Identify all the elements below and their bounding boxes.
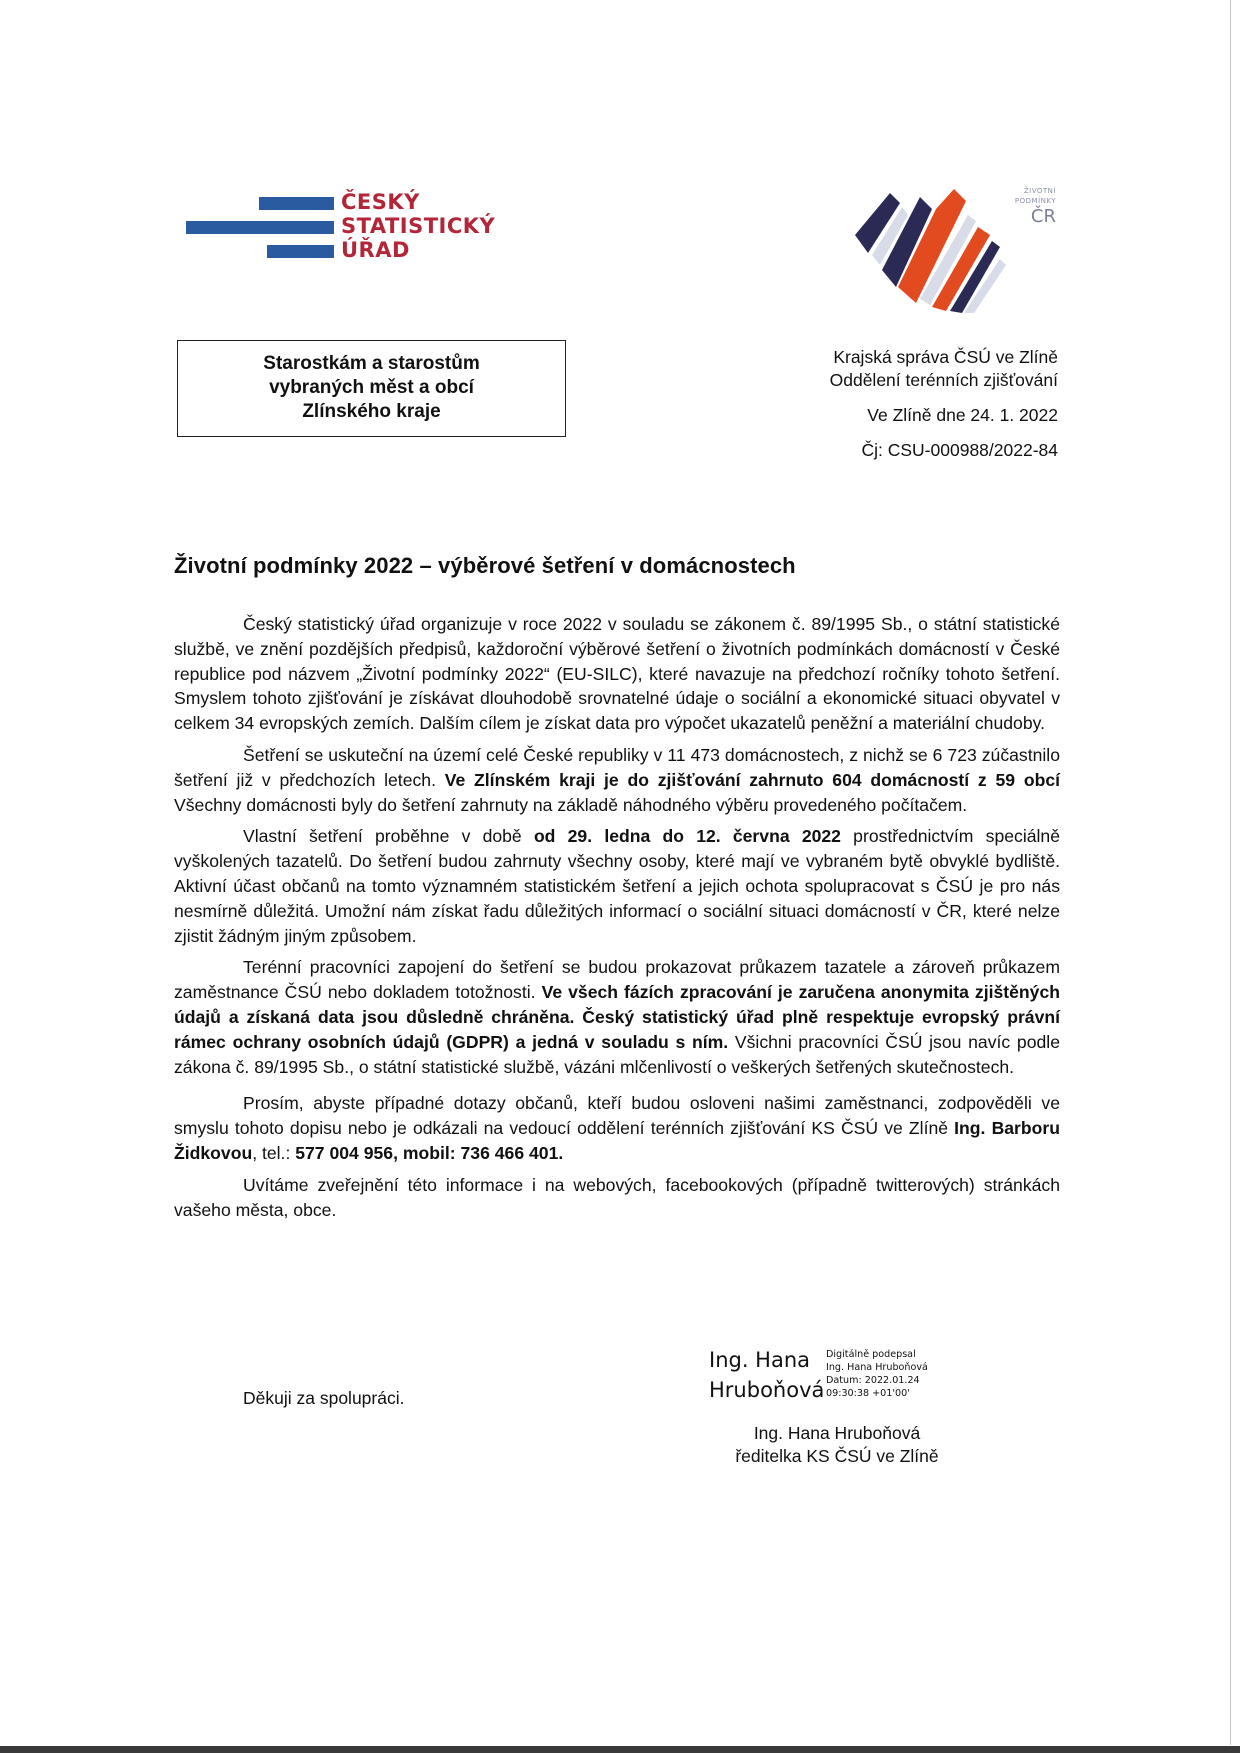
signature-meta-line: Ing. Hana Hruboňová [826,1362,928,1373]
paragraph [174,824,1060,948]
closing-text: Děkuji za spolupráci. [243,1388,405,1408]
signature-meta-line: Datum: 2022.01.24 [826,1375,920,1386]
sender-department: Oddělení terénních zjišťování [829,370,1058,390]
logo-bar [186,221,334,234]
letter-date: Ve Zlíně dne 24. 1. 2022 [867,405,1058,425]
paragraph-text: , tel.: [252,1142,296,1163]
recipient-line: vybraných měst a obcí [269,377,474,398]
digital-signature [709,1345,969,1405]
recipient-line: Starostkám a starostům [263,353,480,374]
paragraph-text: Terénní pracovníci zapojení do šetření se budou prokazovat průkazem tazatele a zároveň průkazem zaměstnance ČSÚ nebo dokladem totožnosti. [174,957,1060,1003]
paragraph-text: Prosím, abyste případné dotazy občanů, kteří budou osloveni našimi zaměstnanci, zodpověděli ve smyslu tohoto dopisu nebo je odkázali na vedoucí oddělení terénních zjišťování KS ČSÚ ve Zlíně [174,1093,1060,1139]
signature-name [709,1345,824,1405]
paragraph [174,1173,1060,1223]
paragraph-text: prostřednictvím speciálně vyškolených tazatelů. Do šetření budou zahrnuty všechny osoby, které mají ve vybraném bytě obvyklé bydliště. Aktivní účast občanů na tomto významném statistickém šetření a jejich ochota spolupracovat s ČSÚ je pro nás nesmírně důležitá. Umožní nám získat řadu důležitých informací o sociální situaci domácností v ČR, které nelze zjistit žádným jiným způsobem. [174,826,1060,946]
logo-word: ČESKÝ [341,190,420,214]
paragraph-text: Český statistický úřad organizuje v roce 2022 v souladu se zákonem č. 89/1995 Sb., o státní statistické službě, ve znění pozdějších předpisů, každoroční výběrové šetření o životních podmínkách domácností v České republice pod názvem „Životní podmínky 2022“ (EU-SILC), které navazuje na předchozí ročníky tohoto šetření. Smyslem tohoto zjišťování je získávat dlouhodobě srovnatelné údaje o sociální a ekonomické situaci obyvatel v celkem 34 evropských zemích. Dalším cílem je získat data pro výpočet ukazatelů peněžní a materiální chudoby. [174,614,1060,734]
csu-logo [186,190,496,268]
paragraph-text: Všichni pracovníci ČSÚ jsou navíc podle zákona č. 89/1995 Sb., o státní statistické službě, vázáni mlčenlivostí o veškerých šetřených skutečnostech. [174,1031,1060,1077]
paragraph [174,1091,1060,1165]
logo-bar [259,197,334,210]
paragraph [174,955,1060,1079]
striped-bars-icon [850,175,1060,315]
logo-word: ÚŘAD [341,238,410,262]
reference-number: Čj: CSU-000988/2022-84 [861,440,1058,460]
signature-meta-line: Digitálně podepsal [826,1349,916,1360]
logo-bar [267,245,334,258]
paragraph-text: Všechny domácnosti byly do šetření zahrnuty na základě náhodného výběru provedeného počítačem. [174,794,968,815]
signatory-name: Ing. Hana Hruboňová [753,1423,921,1443]
signatory-position: ředitelka KS ČSÚ ve Zlíně [735,1446,939,1466]
contact-name: Ing. Barboru Židkovou [174,1118,1060,1163]
letter-body [174,612,1060,1229]
signatory-block [712,1422,962,1468]
recipient-box [177,340,566,437]
logo-tag: PODMÍNKY [1014,197,1056,205]
scan-page-edge [1230,0,1231,1745]
recipient-line: Zlínského kraje [302,401,441,422]
paragraph [174,612,1060,736]
contact-phone: 577 004 956, mobil: 736 466 401. [295,1142,564,1163]
sender-block [830,346,1058,462]
paragraph-emphasis: od 29. ledna do 12. června 2022 [533,826,841,847]
paragraph [174,743,1060,817]
logo-tag: ČR [1030,206,1056,227]
signature-meta-line: 09:30:38 +01'00' [826,1388,910,1399]
paragraph-text: Vlastní šetření proběhne v době [243,826,534,847]
zivotni-podminky-logo [850,175,1060,315]
scan-bottom-edge [0,1746,1240,1753]
paragraph-text: Šetření se uskuteční na území celé České republiky v 11 473 domácnostech, z nichž se 6 723 zúčastnilo šetření již v předchozích letech. [174,744,1060,790]
paragraph-text: Uvítáme zveřejnění této informace i na webových, facebookových (případně twitterových) stránkách vašeho města, obce. [174,1174,1060,1220]
paragraph-emphasis: Ve všech fázích zpracování je zaručena anonymita zjištěných údajů a získaná data jsou důsledně chráněna. Český statistický úřad plně respektuje evropský právní rámec ochrany osobních údajů (GDPR) a jedná v souladu s ním. [174,982,1060,1052]
signature-name-line: Ing. Hana [709,1348,811,1372]
sender-office: Krajská správa ČSÚ ve Zlíně [833,347,1058,367]
signature-name-line: Hruboňová [709,1378,825,1402]
logo-tag: ŽIVOTNÍ [1023,187,1056,195]
logo-word: STATISTICKÝ [341,214,496,238]
document-title: Životní podmínky 2022 – výběrové šetření v domácnostech [174,553,796,578]
signature-metadata [826,1348,928,1400]
paragraph-emphasis: Ve Zlínském kraji je do zjišťování zahrnuto 604 domácností z 59 obcí [444,769,1060,790]
